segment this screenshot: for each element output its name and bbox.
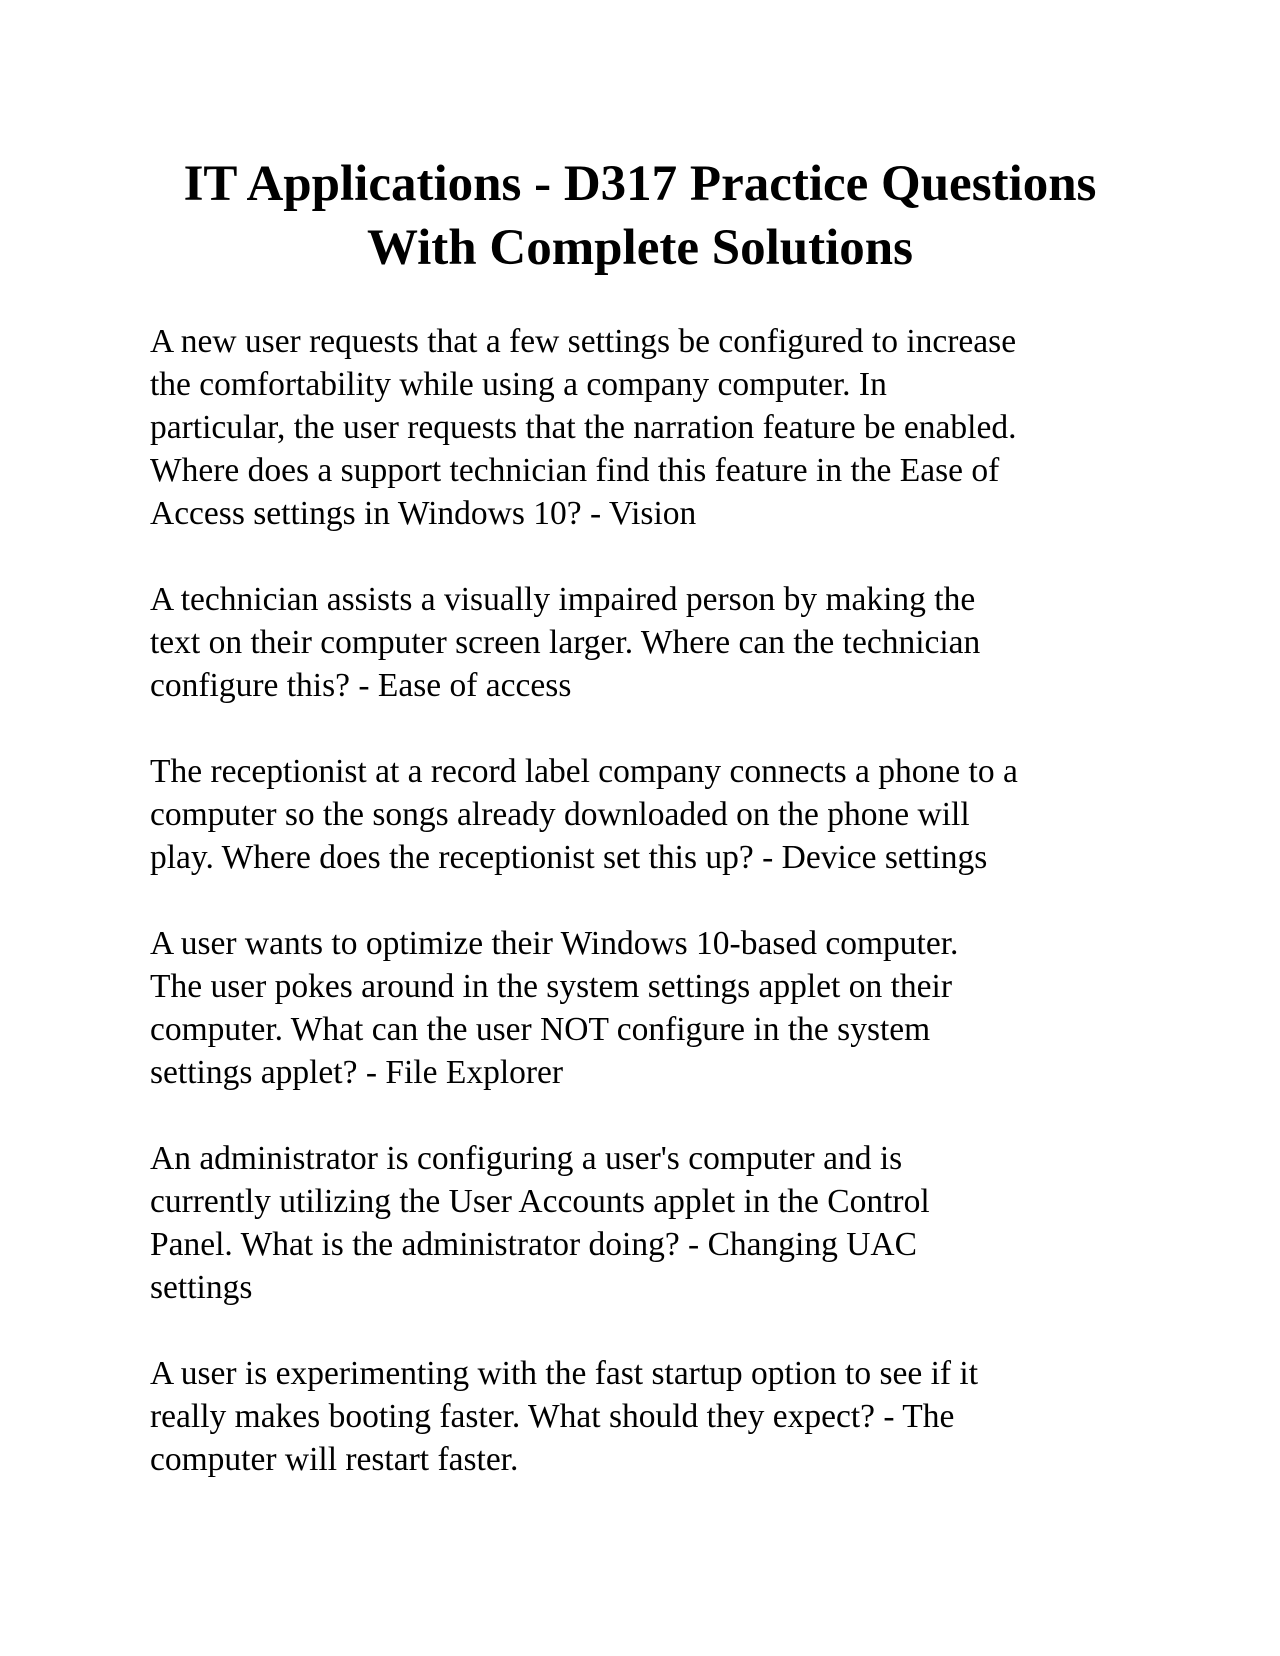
question-text-line: The user pokes around in the system settings applet on their [150, 968, 952, 1005]
question-text-line: the comfortability while using a company computer. In [150, 366, 887, 403]
question-text-line: play. Where does the receptionist set this up? - Device settings [150, 839, 988, 876]
question-text-line: Where does a support technician find this feature in the Ease of [150, 452, 1000, 489]
question-item [150, 1352, 1150, 1481]
question-text-line: text on their computer screen larger. Where can the technician [150, 624, 981, 661]
question-text-line: really makes booting faster. What should they expect? - The [150, 1398, 955, 1435]
question-text-line: computer so the songs already downloaded on the phone will [150, 796, 970, 833]
question-text-line: An administrator is configuring a user's computer and is [150, 1140, 903, 1177]
question-text-line: settings applet? - File Explorer [150, 1054, 564, 1091]
question-item [150, 578, 1150, 707]
title-line: With Complete Solutions [367, 220, 913, 276]
question-text-line: A technician assists a visually impaired person by making the [150, 581, 976, 618]
question-text-line: settings [150, 1269, 253, 1306]
question-list [150, 320, 1150, 1524]
question-text-line: A new user requests that a few settings be configured to increase [150, 323, 1017, 360]
question-item [150, 750, 1150, 879]
question-text-line: computer will restart faster. [150, 1441, 519, 1478]
question-text-line: Panel. What is the administrator doing? - Changing UAC [150, 1226, 917, 1263]
question-item [150, 1137, 1150, 1309]
question-item [150, 320, 1150, 535]
question-text-line: A user is experimenting with the fast startup option to see if it [150, 1355, 979, 1392]
question-text-line: configure this? - Ease of access [150, 667, 572, 704]
question-text-line: The receptionist at a record label company connects a phone to a [150, 753, 1018, 790]
question-text-line: particular, the user requests that the narration feature be enabled. [150, 409, 1017, 446]
question-text-line: A user wants to optimize their Windows 10-based computer. [150, 925, 959, 962]
question-item [150, 922, 1150, 1094]
question-text-line: computer. What can the user NOT configure in the system [150, 1011, 931, 1048]
question-text-line: Access settings in Windows 10? - Vision [150, 495, 697, 532]
title-line: IT Applications - D317 Practice Questions [183, 156, 1097, 212]
document-title [150, 152, 1130, 280]
question-text-line: currently utilizing the User Accounts applet in the Control [150, 1183, 930, 1220]
